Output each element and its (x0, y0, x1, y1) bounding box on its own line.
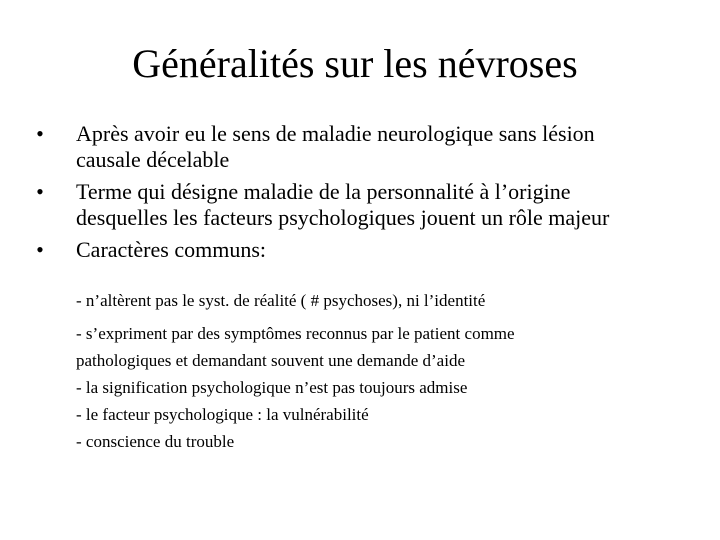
bullet-text-line: desquelles les facteurs psychologiques jouent un rôle majeur (76, 205, 610, 230)
bullet-list (30, 121, 680, 269)
slide-title: Généralités sur les névroses (132, 41, 578, 86)
sub-item: - la signification psychologique n’est pas toujours admise (76, 378, 468, 397)
bullet-text-line: causale décelable (76, 147, 230, 172)
sub-item: - s’expriment par des symptômes reconnus par le patient comme (76, 324, 515, 343)
bullet-glyph: • (36, 121, 44, 146)
bullet-glyph: • (36, 179, 44, 204)
bullet-item (30, 179, 680, 231)
bullet-text-line: Après avoir eu le sens de maladie neurologique sans lésion (76, 121, 595, 146)
bullet-text-line: Terme qui désigne maladie de la personnalité à l’origine (76, 179, 571, 204)
sub-item: - n’altèrent pas le syst. de réalité ( # psychoses), ni l’identité (76, 291, 486, 310)
bullet-text-line: Caractères communs: (76, 237, 266, 262)
bullet-item (30, 121, 680, 173)
bullet-glyph: • (36, 237, 44, 262)
bullet-item (30, 237, 680, 263)
sub-item: - le facteur psychologique : la vulnérabilité (76, 405, 369, 424)
sub-item-continuation: pathologiques et demandant souvent une demande d’aide (76, 351, 465, 370)
sub-list (76, 287, 676, 455)
sub-item: - conscience du trouble (76, 432, 235, 451)
